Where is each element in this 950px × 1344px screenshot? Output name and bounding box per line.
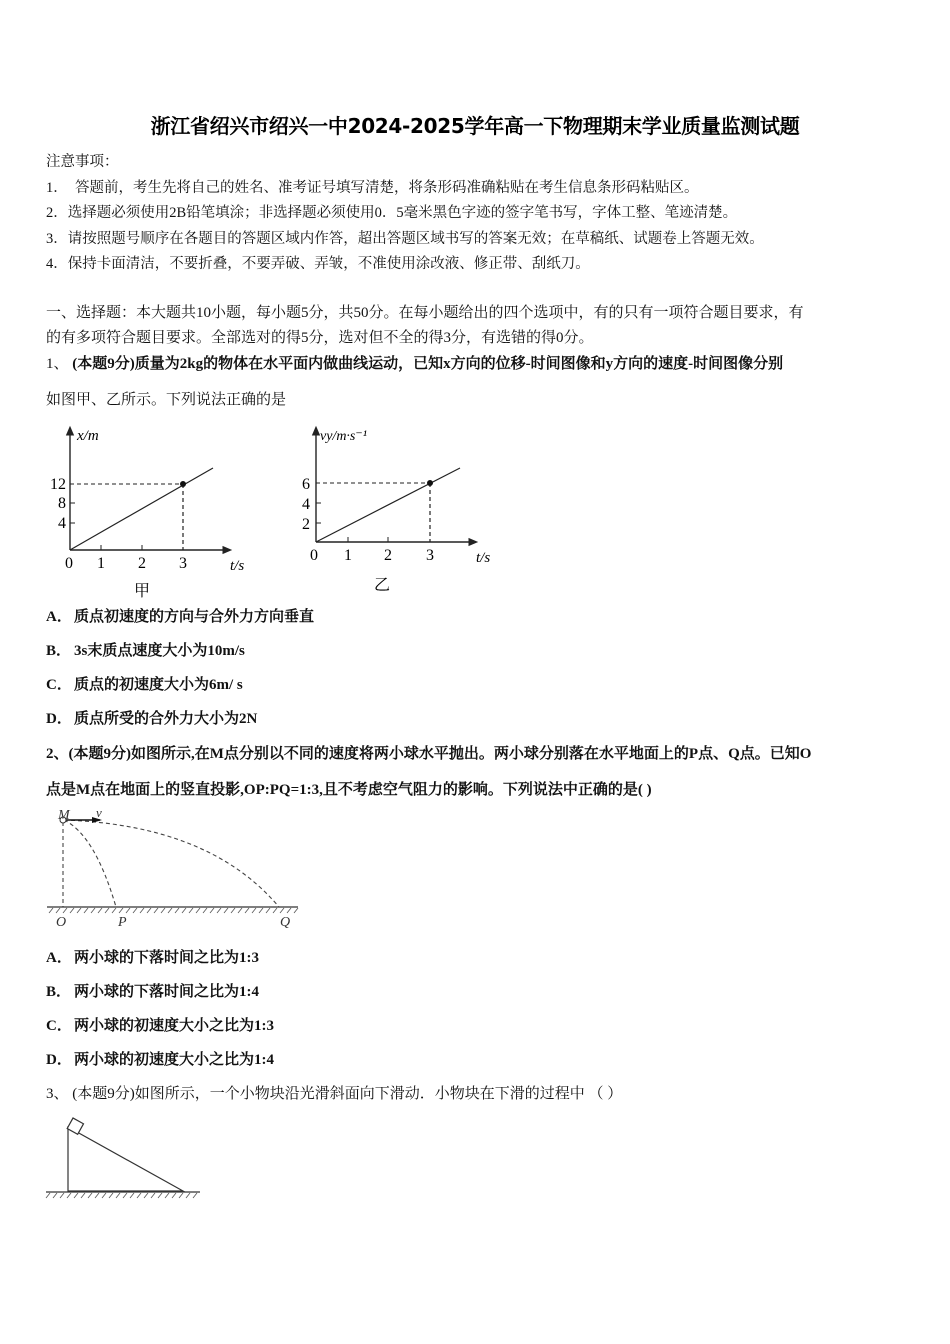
q1-option-a: A． 质点初速度的方向与合外力方向垂直 (46, 609, 315, 625)
svg-text:12: 12 (50, 476, 66, 493)
question-number: 1、 (46, 356, 69, 372)
q1-option-d: D． 质点所受的合外力大小为2N (46, 711, 258, 727)
svg-text:3: 3 (426, 547, 434, 564)
svg-text:4: 4 (302, 496, 310, 513)
svg-text:8: 8 (58, 495, 66, 512)
svg-text:1: 1 (97, 555, 105, 572)
notes-heading: 注意事项： (46, 154, 119, 170)
data-point (180, 481, 186, 487)
svg-text:6: 6 (302, 476, 310, 493)
q1-option-c: C． 质点的初速度大小为6m/ s (46, 677, 243, 693)
question-3-stem (46, 1082, 622, 1103)
data-line (316, 468, 460, 542)
trajectory-q (64, 820, 279, 907)
question-1-stem (46, 352, 783, 373)
page-title: 浙江省绍兴市绍兴一中2024-2025学年高一下物理期末学业质量监测试题 (150, 114, 800, 138)
section-instructions-line2: 的有多项符合题目要求。全部选对的得5分，选对但不全的得3分，有选错的得0分。 (46, 330, 594, 346)
figure-yi-velocity-time-graph (290, 418, 510, 598)
question-stem-text: (本题9分)如图所示，一个小物块沿光滑斜面向下滑动．小物块在下滑的过程中 （ ） (68, 1086, 623, 1102)
figure-jia-displacement-time-graph (40, 418, 270, 598)
q2-option-d: D． 两小球的初速度大小之比为1:4 (46, 1052, 274, 1068)
note-item: 3．请按照题号顺序在各题目的答题区域内作答，超出答题区域书写的答案无效；在草稿纸、试题卷上答题无效。 (46, 230, 764, 247)
trajectory-p (64, 820, 116, 907)
figure-caption: 乙 (373, 577, 391, 594)
svg-text:Q: Q (280, 915, 291, 930)
svg-text:0: 0 (310, 547, 318, 564)
q2-option-a: A． 两小球的下落时间之比为1:3 (46, 950, 259, 966)
svg-text:3: 3 (179, 555, 187, 572)
svg-text:1: 1 (344, 547, 352, 564)
q2-option-b: B． 两小球的下落时间之比为1:4 (46, 984, 259, 1000)
note-item: 1． 答题前，考生先将自己的姓名、准考证号填写清楚，将条形码准确粘贴在考生信息条形码粘贴区。 (46, 179, 699, 196)
question-number: 3、 (46, 1086, 69, 1102)
svg-text:2: 2 (302, 516, 310, 533)
data-line (70, 468, 213, 550)
figure-incline-block (40, 1110, 220, 1205)
q1-option-b: B． 3s末质点速度大小为10m/s (46, 643, 245, 659)
y-axis-label: x/m (77, 428, 99, 444)
y-axis-label: vy/m·s⁻¹ (320, 429, 367, 444)
svg-text:2: 2 (138, 555, 146, 572)
question-2-stem (46, 742, 811, 763)
question-number: 2、 (46, 746, 69, 762)
note-item: 2．选择题必须使用2B铅笔填涂；非选择题必须使用0．5毫米黑色字迹的签字笔书写，字体工整、笔迹清楚。 (46, 205, 738, 221)
question-stem-text: (本题9分)如图所示,在M点分别以不同的速度将两小球水平抛出。两小球分别落在水平地面上的P点、Q点。已知O (68, 746, 812, 762)
svg-text:0: 0 (65, 555, 73, 572)
block-icon (67, 1118, 83, 1134)
svg-text:2: 2 (384, 547, 392, 564)
incline-triangle (68, 1127, 183, 1191)
q2-option-c: C． 两小球的初速度大小之比为1:3 (46, 1018, 274, 1034)
data-point (427, 480, 433, 486)
figure-caption: 甲 (133, 583, 151, 598)
question-stem-text: (本题9分)质量为2kg的物体在水平面内做曲线运动，已知x方向的位移-时间图像和y方向的速度-时间图像分别 (68, 356, 784, 372)
x-axis-label: t/s (476, 550, 491, 566)
x-axis-label: t/s (230, 558, 245, 574)
svg-text:M: M (58, 808, 70, 823)
question-2-stem-line2: 点是M点在地面上的竖直投影,OP:PQ=1:3,且不考虑空气阻力的影响。下列说法中正确的是( ) (46, 782, 652, 798)
svg-text:O: O (56, 915, 67, 930)
notes-section (46, 150, 764, 278)
section-instructions-line1: 一、选择题：本大题共10小题，每小题5分，共50分。在每小题给出的四个选项中，有的只有一项符合题目要求，有 (46, 305, 804, 321)
figure-projectile-diagram (40, 805, 310, 935)
svg-text:v: v (96, 805, 102, 820)
note-item: 4．保持卡面清洁，不要折叠，不要弄破、弄皱，不准使用涂改液、修正带、刮纸刀。 (46, 256, 590, 272)
question-1-stem-line2: 如图甲、乙所示。下列说法正确的是 (46, 392, 287, 408)
svg-text:P: P (118, 915, 127, 930)
svg-text:4: 4 (58, 515, 66, 532)
